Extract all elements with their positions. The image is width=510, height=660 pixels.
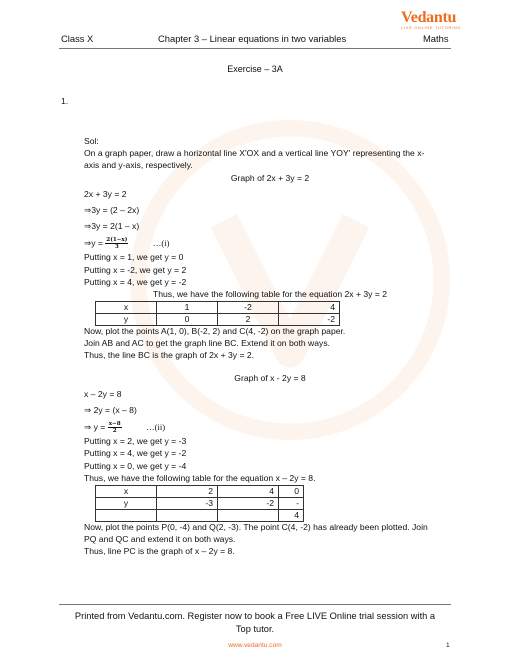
after2-c: Thus, line PC is the graph of x – 2y = 8.: [84, 546, 235, 557]
header-class: Class X: [61, 33, 94, 44]
table-cell: 1: [157, 302, 218, 314]
after2-b: PQ and QC and extend it on both ways.: [84, 534, 236, 545]
table-row: [96, 485, 304, 497]
table-cell: 0: [279, 485, 304, 497]
table-cell: 4: [279, 302, 340, 314]
exercise-title: Exercise – 3A: [227, 64, 283, 74]
table-cell: y: [96, 314, 157, 326]
eq2-reference: …(ii): [146, 421, 166, 432]
eq2-step-b: ⇒ 2y = (x – 8): [84, 405, 137, 415]
table-cell: -2: [218, 302, 279, 314]
eq1-step-c: ⇒3y = 2(1 – x): [84, 221, 140, 232]
logo-tagline: LIVE ONLINE TUTORING: [401, 26, 462, 30]
put2-c: Putting x = 0, we get y = -4: [84, 460, 187, 471]
logo-wordmark: Vedantu: [401, 9, 457, 26]
eq2-fraction: [108, 421, 122, 434]
table-cell: x: [96, 302, 157, 314]
table1-caption: Thus, we have the following table for the equation 2x + 3y = 2: [152, 288, 388, 299]
eq2-fraction-numerator: x−8: [108, 421, 121, 428]
footer-rule: [59, 604, 451, 605]
table-cell: y: [96, 497, 157, 509]
graph1-title: Graph of 2x + 3y = 2: [230, 172, 310, 183]
table-cell: -3: [157, 497, 218, 509]
eq1-fraction: [105, 237, 128, 250]
graph2-title: Graph of x - 2y = 8: [234, 372, 306, 383]
eq2-step-c: [84, 421, 456, 436]
put2-b: Putting x = 4, we get y = -2: [84, 448, 187, 459]
eq1-reference: …(i): [152, 238, 170, 249]
table-row: [96, 497, 304, 509]
after1-b: Join AB and AC to get the graph line BC. Extend it on both ways.: [84, 338, 331, 349]
table-cell: -2: [218, 497, 279, 509]
eq2-step-a: x – 2y = 8: [84, 388, 122, 399]
table2-caption: Thus, we have the following table for the equation x – 2y = 8.: [84, 472, 316, 483]
eq1-fraction-denominator: 3: [114, 244, 119, 251]
after1-a: Now, plot the points A(1, 0), B(-2, 2) and C(4, -2) on the graph paper.: [84, 326, 346, 337]
put1-c: Putting x = 4, we get y = -2: [84, 276, 187, 287]
eq1-step-d: [84, 237, 456, 252]
table-cell: -: [279, 497, 304, 509]
intro-line-2: axis and y-axis, respectively.: [84, 160, 193, 171]
eq1-fraction-numerator: 2(1−x): [106, 237, 128, 244]
after1-c: Thus, the line BC is the graph of 2x + 3y = 2.: [84, 350, 255, 361]
table-row: [96, 302, 340, 314]
table-cell: [218, 509, 279, 521]
header-chapter: Chapter 3 – Linear equations in two variables: [158, 33, 347, 44]
table-cell: 0: [157, 314, 218, 326]
footer-url-link[interactable]: www.vedantu.com: [228, 642, 282, 649]
sol-label: Sol:: [84, 136, 99, 146]
header-rule: [59, 48, 451, 49]
table-cell: [157, 509, 218, 521]
table-cell: 2: [157, 485, 218, 497]
table-cell: x: [96, 485, 157, 497]
footer-line-2: Top tutor.: [235, 623, 275, 634]
eq1-step-a: 2x + 3y = 2: [84, 188, 127, 199]
table-cell: 2: [218, 314, 279, 326]
put1-b: Putting x = -2, we get y = 2: [84, 264, 187, 275]
table-cell: 4: [279, 509, 304, 521]
question-number: 1.: [61, 96, 69, 106]
table-cell: -2: [279, 314, 340, 326]
page-number: 1: [446, 642, 450, 649]
header-subject: Maths: [423, 33, 449, 44]
footer-note: [59, 610, 451, 635]
values-table-1: [95, 301, 340, 326]
eq2-fraction-denominator: 2: [112, 428, 117, 435]
put1-a: Putting x = 1, we get y = 0: [84, 252, 184, 263]
table-row: [96, 314, 340, 326]
footer-line-1: Printed from Vedantu.com. Register now to book a Free LIVE Online trial session with a: [74, 611, 436, 621]
put2-a: Putting x = 2, we get y = -3: [84, 436, 187, 447]
vedantu-logo: [401, 8, 462, 32]
eq2-step-c-prefix: ⇒ y =: [84, 421, 106, 432]
eq1-step-d-prefix: ⇒y =: [84, 238, 103, 249]
intro-line-1: On a graph paper, draw a horizontal line X'OX and a vertical line YOY' representing the x-: [84, 148, 425, 159]
after2-a: Now, plot the points P(0, -4) and Q(2, -3). The point C(4, -2) has already been plotted. Join: [84, 521, 428, 532]
table-row: [96, 509, 304, 521]
table-cell: 4: [218, 485, 279, 497]
table-cell: [96, 509, 157, 521]
solution-body: [84, 136, 456, 559]
values-table-2: [95, 485, 304, 522]
eq1-step-b: ⇒3y = (2 – 2x): [84, 204, 140, 215]
